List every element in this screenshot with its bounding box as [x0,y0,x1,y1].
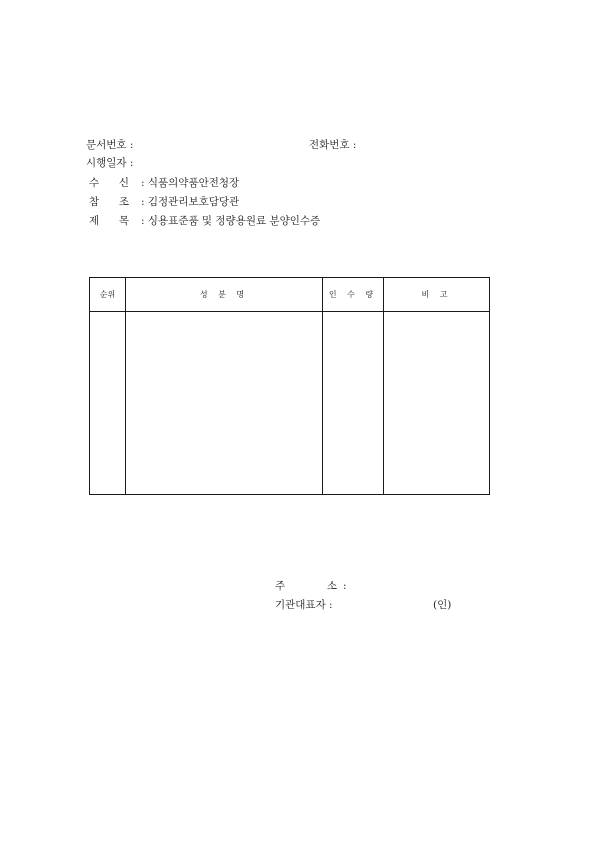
seal-mark [433,599,451,612]
address-line [275,580,347,593]
doc-number-label: 문서번호 : [86,139,134,151]
address-colon: : [343,580,347,592]
receipt-table [89,277,490,495]
reference-label: 참 조 [89,196,129,208]
recipient-line [89,177,239,190]
reference-line [89,196,239,209]
phone-label: 전화번호 : [309,139,357,151]
cell-rank [90,312,126,495]
representative-line [275,599,333,612]
table-header-row [90,278,490,312]
seal-label: (인) [433,599,452,611]
representative-label: 기관대표자 : [275,599,333,611]
col-header-rank: 순위 [90,278,126,312]
doc-number-line [86,139,133,152]
cell-ingredient [126,312,323,495]
col-header-quantity: 인 수 량 [323,278,384,312]
table-body-row [90,312,490,495]
recipient-label: 수 신 [89,177,129,189]
col-header-remarks: 비 고 [384,278,490,312]
date-line [86,157,133,170]
reference-value: : 김정관리보호담당관 [141,196,240,208]
address-label: 주 소 [275,580,337,592]
cell-quantity [323,312,384,495]
col-header-ingredient: 성 분 명 [126,278,323,312]
subject-label: 제 목 [89,215,129,227]
cell-remarks [384,312,490,495]
subject-value: : 싱용표준품 및 정량용원료 분양인수증 [141,215,321,227]
phone-line [309,139,356,152]
date-label: 시행일자 : [86,157,134,169]
subject-line [89,215,320,228]
recipient-value: : 식품의약품안전청장 [141,177,240,189]
